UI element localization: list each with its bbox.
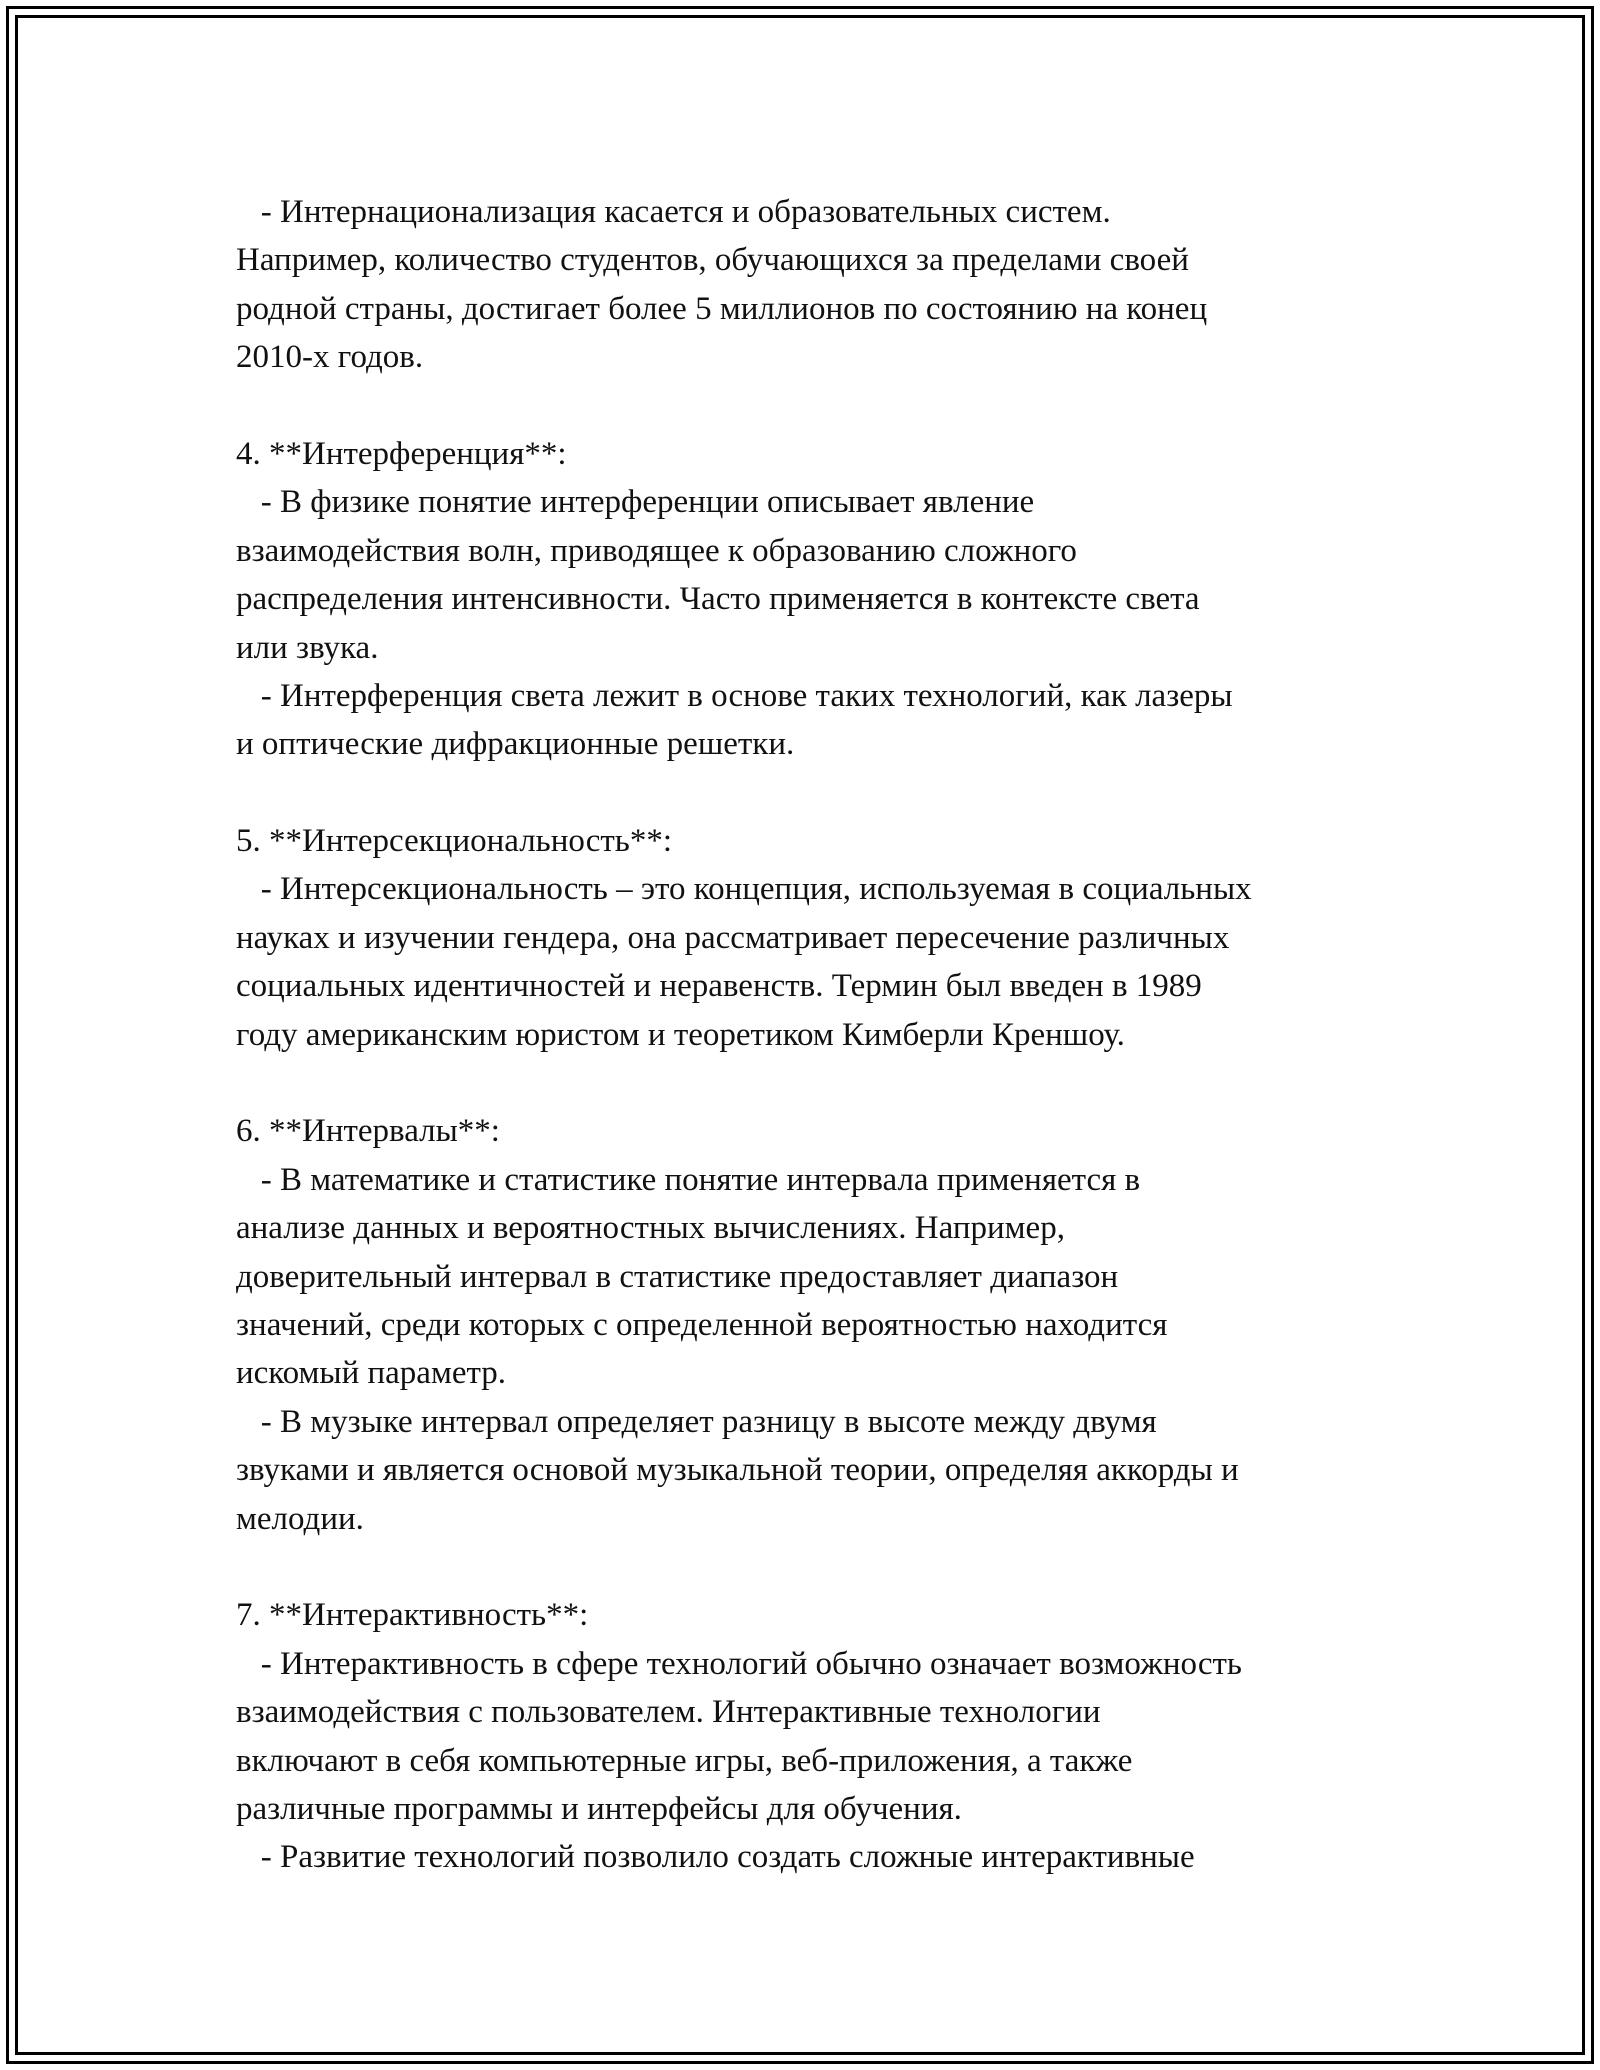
text-line: распределения интенсивности. Часто применяется в контексте света [236,581,1200,618]
blank-line [236,382,1396,430]
text-line: мелодии. [236,1500,364,1537]
text-line: доверительный интервал в статистике предоставляет диапазон [236,1258,1119,1295]
text-line: - Интерактивность в сфере технологий обычно означает возможность [236,1645,1242,1682]
text-line: звуками и является основой музыкальной теории, определяя аккорды и [236,1452,1239,1489]
text-line: - В математике и статистике понятие интервала применяется в [236,1161,1141,1198]
text-line: Например, количество студентов, обучающихся за пределами своей [236,242,1189,279]
text-line: - Развитие технологий позволило создать сложные интерактивные [236,1839,1195,1876]
text-line: науках и изучении гендера, она рассматривает пересечение различных [236,919,1230,956]
text-line: взаимодействия волн, приводящее к образованию сложного [236,532,1077,569]
blank-line [236,1543,1396,1591]
text-line: искомый параметр. [236,1355,507,1392]
text-line: взаимодействия с пользователем. Интерактивные технологии [236,1694,1101,1731]
blank-line [236,1059,1396,1107]
section-heading: 5. **Интерсекциональность**: [236,823,672,860]
section-heading: 7. **Интерактивность**: [236,1597,589,1634]
text-line: значений, среди которых с определенной вероятностью находится [236,1306,1168,1343]
text-line: включают в себя компьютерные игры, веб-приложения, а также [236,1742,1133,1779]
text-line: анализе данных и вероятностных вычислениях. Например, [236,1210,1065,1247]
section-heading: 6. **Интервалы**: [236,1113,500,1150]
text-line: году американским юристом и теоретиком Кимберли Креншоу. [236,1016,1125,1053]
text-line: или звука. [236,629,379,666]
text-line: родной страны, достигает более 5 миллионов по состоянию на конец [236,290,1208,327]
text-line: социальных идентичностей и неравенств. Термин был введен в 1989 [236,968,1202,1005]
text-line: различные программы и интерфейсы для обучения. [236,1790,962,1827]
section-heading: 4. **Интерференция**: [236,435,567,472]
text-line: - Интернационализация касается и образовательных систем. [236,194,1111,230]
document-body [236,188,1396,1882]
text-line: и оптические дифракционные решетки. [236,726,795,763]
blank-line [236,769,1396,817]
text-line: - Интерференция света лежит в основе таких технологий, как лазеры [236,677,1233,714]
text-line: 2010-х годов. [236,339,424,376]
text-line: - В физике понятие интерференции описывает явление [236,484,1035,521]
text-line: - В музыке интервал определяет разницу в высоте между двумя [236,1403,1157,1440]
text-line: - Интерсекциональность – это концепция, используемая в социальных [236,871,1252,908]
